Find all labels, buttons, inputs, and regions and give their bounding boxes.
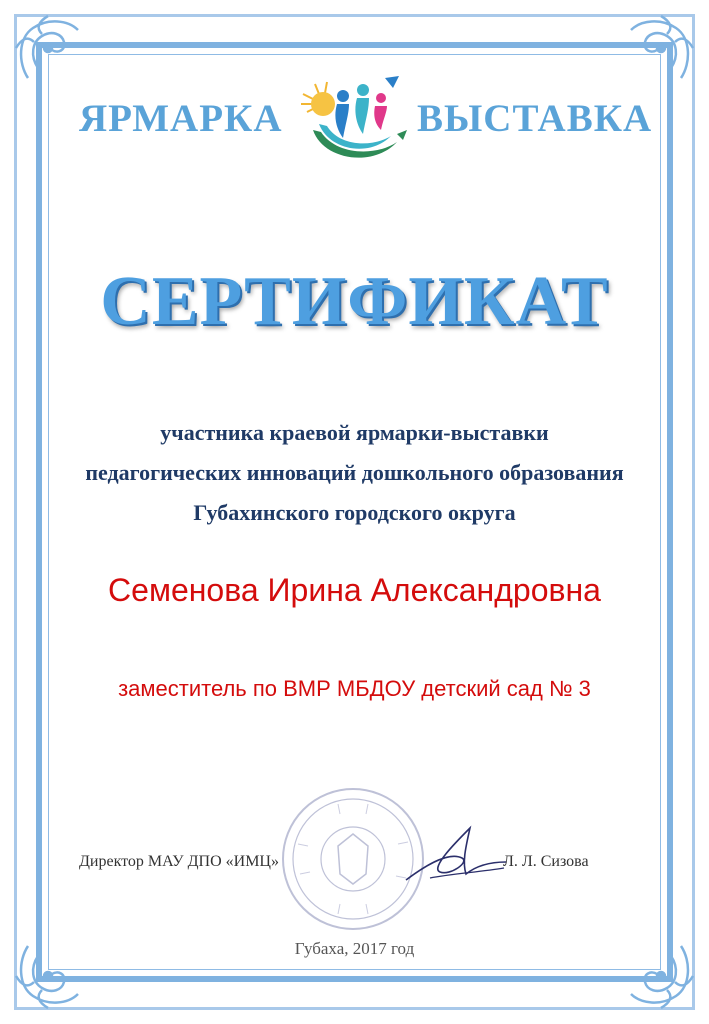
corner-ornament-icon xyxy=(8,8,98,98)
description-line-3: Губахинского городского округа xyxy=(193,500,516,525)
director-title: Директор МАУ ДПО «ИМЦ» xyxy=(79,853,279,870)
signer-name: Л. Л. Сизова xyxy=(503,853,589,870)
header-right-word: ВЫСТАВКА xyxy=(417,97,653,140)
certificate-title: СЕРТИФИКАТ xyxy=(100,263,609,340)
fair-exhibition-logo-icon xyxy=(293,72,411,172)
description-line-2: педагогических инноваций дошкольного образования xyxy=(85,460,624,485)
corner-ornament-icon xyxy=(611,8,701,98)
header-left-word: ЯРМАРКА xyxy=(79,97,283,140)
place-year: Губаха, 2017 год xyxy=(294,939,415,958)
handwritten-signature-icon xyxy=(400,822,510,888)
description-line-1: участника краевой ярмарки-выставки xyxy=(160,420,549,445)
recipient-name: Семенова Ирина Александровна xyxy=(108,572,601,608)
recipient-position: заместитель по ВМР МБДОУ детский сад № 3 xyxy=(118,676,591,701)
